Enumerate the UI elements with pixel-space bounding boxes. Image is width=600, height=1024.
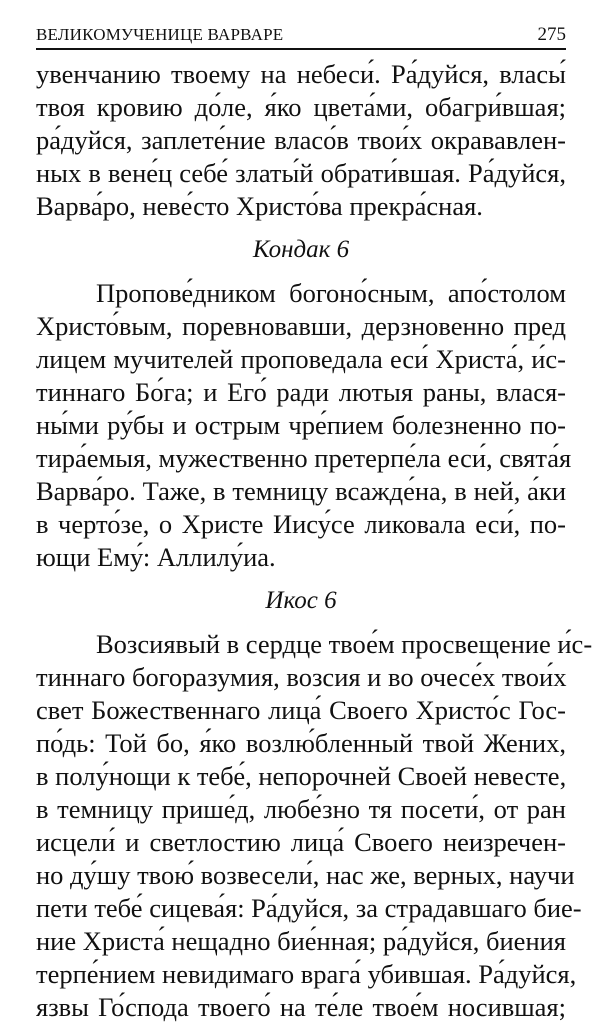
text-line: но ду́шу твою́ возвесели́, нас же, верных, научи (36, 860, 575, 890)
text-line: тиннаго Бо́га; и Его́ ради лютыя раны, влася- (36, 377, 566, 407)
text-line: тиннаго богоразумия, возсия и во очесе́х твои́х (36, 662, 567, 692)
text-line: тира́емыя, мужественно претерпе́ла еси́, свята́я (36, 443, 572, 473)
text-line: лицем мучителей проповедала еси́ Христа́, и́с- (36, 344, 566, 374)
text-line: по́дь: Той бо, я́ко возлю́бленный твой Жених, (36, 728, 566, 758)
text-line: ющи Ему́: Аллилу́иа. (36, 542, 276, 572)
text-line: ра́дуйся, заплете́ние власо́в твои́х окрававлен- (36, 125, 566, 155)
intro-paragraph (36, 58, 566, 223)
text-line: язвы Го́спода твоего́ на те́ле твое́м носившая; (36, 992, 566, 1022)
ikos-paragraph (36, 628, 593, 1024)
text-line: в черто́зе, о Христе Иису́се ликовала еси́, по- (36, 509, 566, 539)
running-header (36, 22, 566, 50)
kondak-heading: Кондак 6 (252, 236, 350, 263)
page-body (36, 58, 593, 1024)
text-line: Христо́вым, поревновавши, дерзновенно пред (36, 311, 566, 341)
text-line: Варва́ро, неве́сто Христо́ва прекра́сная. (36, 191, 483, 221)
text-line: твоя кровию до́ле, я́ко цвета́ми, обагри́вшая; (36, 92, 566, 122)
text-line: Варва́ро. Таже, в темницу всажде́на, в ней, а́ки (36, 476, 566, 506)
text-line: пети тебе́ сицева́я: Ра́дуйся, за страдавшаго бие- (36, 893, 582, 923)
text-line: ны́ми ру́бы и острым чре́пием болезненно по- (36, 410, 566, 440)
ikos-heading: Икос 6 (265, 587, 337, 614)
text-line: терпе́нием невидимаго врага́ убившая. Ра́дуйся, (36, 959, 577, 989)
text-line: Возсиявый в сердце твое́м просвещение и́с- (96, 629, 593, 659)
text-line: исцели́ и светлостию лица́ Своего неизречен- (36, 827, 566, 857)
kondak-paragraph (36, 277, 572, 574)
text-line: увенчанию твоему на небеси́. Ра́дуйся, власы́ (36, 59, 566, 89)
page-number: 275 (537, 24, 566, 45)
text-line: в темницу прише́д, любе́зно тя посети́, от ран (36, 794, 566, 824)
text-line: ных в вене́ц себе́ златы́й обрати́вшая. Ра́дуйся, (36, 158, 566, 188)
text-line: Пропове́дником богоно́сным, апо́столом (96, 278, 566, 308)
text-line: ние Христа́ нещадно бие́нная; ра́дуйся, биения (36, 926, 566, 956)
running-title: ВЕЛИКОМУЧЕНИЦЕ ВАРВАРЕ (36, 25, 284, 44)
text-line: свет Божественнаго лица́ Своего Христо́с Гос- (36, 695, 566, 725)
text-line: в полу́нощи к тебе́, непорочней Своей невесте, (36, 761, 567, 791)
